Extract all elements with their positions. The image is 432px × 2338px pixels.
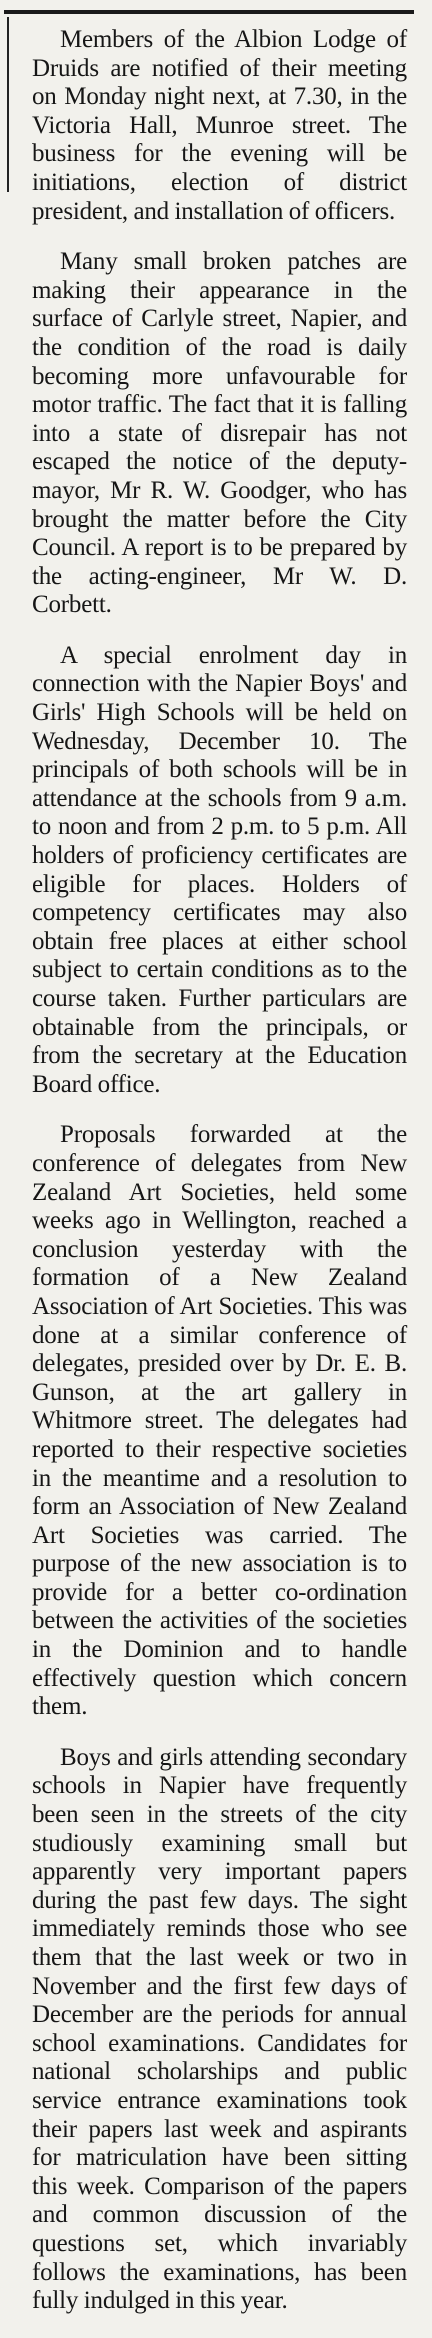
- news-paragraph-examinations: Boys and girls attending secondary schools in Napier have frequently been seen in the streets of the city studiously examining small but apparently very important papers during the past few days. The sight immediately reminds those who see them that the last week or two in November and the first few days of December are the periods for annual school examinations. Candidates for national scholarships and public service entrance examinations took their papers last week and aspirants for matriculation have been sitting this week. Comparison of the papers and common discussion of the questions set, which invariably follows the examinations, has been fully indulged in this year.: [32, 1743, 407, 2315]
- news-column: [0, 26, 432, 2338]
- news-paragraph-enrolment-day: A special enrolment day in connection with the Napier Boys' and Girls' High Schools will be held on Wednesday, December 10. The principals of both schools will be in attendance at the schools from 9 a.m. to noon and from 2 p.m. to 5 p.m. All holders of proficiency certificates are eligible for places. Holders of competency certificates may also obtain free places at either school subject to certain conditions as to the course taken. Further particulars are obtainable from the principals, or from the secretary at the Education Board office.: [32, 641, 407, 1098]
- column-top-rule: [4, 10, 414, 14]
- news-paragraph-carlyle-street: Many small broken patches are making their appearance in the surface of Carlyle street, Napier, and the condition of the road is daily becoming more unfavourable for motor traffic. The fact that it is falling into a state of disrepair has not escaped the notice of the deputy-mayor, Mr R. W. Goodger, who has brought the matter before the City Council. A report is to be prepared by the acting-engineer, Mr W. D. Corbett.: [32, 248, 407, 619]
- news-paragraph-art-societies: Proposals forwarded at the conference of delegates from New Zealand Art Societies, held some weeks ago in Wellington, reached a conclusion yesterday with the formation of a New Zealand Association of Art Societies. This was done at a similar conference of delegates, presided over by Dr. E. B. Gunson, at the art gallery in Whitmore street. The delegates had reported to their respective societies in the meantime and a resolution to form an Association of New Zealand Art Societies was carried. The purpose of the new association is to provide for a better co-ordination between the activities of the societies in the Dominion and to handle effectively question which concern them.: [32, 1121, 407, 1721]
- news-paragraph-druids: Members of the Albion Lodge of Druids are notified of their meeting on Monday night next, at 7.30, in the Victoria Hall, Munroe street. The business for the evening will be initiations, election of district president, and installation of officers.: [32, 26, 407, 225]
